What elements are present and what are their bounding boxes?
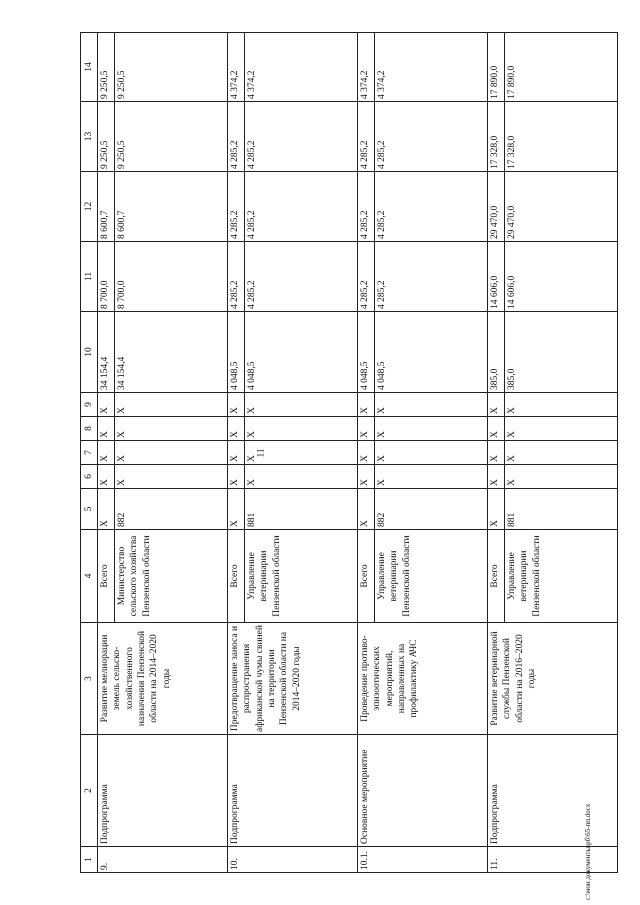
agency-label: Министерство сельского хозяйства Пензенской области bbox=[115, 530, 228, 623]
cell-c11: 4 285,2 bbox=[228, 242, 245, 312]
cell-c5: 882 bbox=[115, 489, 228, 530]
cell-c10: 34 154,4 bbox=[115, 312, 228, 393]
cell-c12: 29 470,0 bbox=[488, 172, 505, 242]
cell-c14: 17 890,0 bbox=[505, 33, 618, 102]
agency-label: Управление ветеринарии Пензенской области bbox=[375, 530, 488, 623]
row-number: 9. bbox=[98, 847, 228, 873]
column-header: 11 bbox=[81, 242, 98, 312]
cell-c7: X bbox=[115, 441, 228, 465]
cell-c7: X bbox=[228, 441, 245, 465]
cell-c14: 4 374,2 bbox=[375, 33, 488, 102]
cell-c12: 4 285,2 bbox=[245, 172, 358, 242]
column-header: 14 bbox=[81, 33, 98, 102]
column-header: 8 bbox=[81, 417, 98, 441]
cell-c8: X bbox=[375, 417, 488, 441]
column-header: 7 bbox=[81, 441, 98, 465]
header-row bbox=[81, 33, 98, 873]
cell-c11: 4 285,2 bbox=[375, 242, 488, 312]
cell-c7: X bbox=[505, 441, 618, 465]
cell-c9: X bbox=[245, 393, 358, 417]
column-header: 9 bbox=[81, 393, 98, 417]
cell-c8: X bbox=[488, 417, 505, 441]
column-header: 5 bbox=[81, 489, 98, 530]
cell-c7: X bbox=[375, 441, 488, 465]
table-row-total bbox=[358, 33, 375, 873]
cell-c9: X bbox=[98, 393, 115, 417]
column-header: 1 bbox=[81, 847, 98, 873]
total-label: Всего bbox=[488, 530, 505, 623]
cell-c10: 385,0 bbox=[505, 312, 618, 393]
cell-c14: 4 374,2 bbox=[245, 33, 358, 102]
cell-c14: 4 374,2 bbox=[358, 33, 375, 102]
cell-c10: 4 048,5 bbox=[245, 312, 358, 393]
cell-c14: 9 250,5 bbox=[98, 33, 115, 102]
cell-c13: 17 328,0 bbox=[488, 102, 505, 172]
cell-c10: 385,0 bbox=[488, 312, 505, 393]
row-name: Развитие мелиорации земель сельско-хозяйственного назначения Пензенской области на 2014–2020 годы bbox=[98, 623, 228, 735]
program-table bbox=[80, 32, 618, 873]
table-row-total bbox=[228, 33, 245, 873]
row-number: 11. bbox=[488, 847, 618, 873]
cell-c11: 4 285,2 bbox=[245, 242, 358, 312]
cell-c6: X bbox=[115, 465, 228, 489]
column-header: 12 bbox=[81, 172, 98, 242]
column-header: 13 bbox=[81, 102, 98, 172]
cell-c6: X bbox=[245, 465, 358, 489]
cell-c11: 14 606,0 bbox=[505, 242, 618, 312]
cell-c5: 882 bbox=[375, 489, 488, 530]
cell-c7: X bbox=[488, 441, 505, 465]
cell-c12: 4 285,2 bbox=[228, 172, 245, 242]
cell-c5: X bbox=[488, 489, 505, 530]
row-number: 10.1. bbox=[358, 847, 488, 873]
column-header: 3 bbox=[81, 623, 98, 735]
cell-c14: 4 374,2 bbox=[228, 33, 245, 102]
cell-c13: 17 328,0 bbox=[505, 102, 618, 172]
cell-c13: 4 285,2 bbox=[228, 102, 245, 172]
cell-c12: 29 470,0 bbox=[505, 172, 618, 242]
cell-c13: 4 285,2 bbox=[375, 102, 488, 172]
row-number: 10. bbox=[228, 847, 358, 873]
cell-c13: 9 250,5 bbox=[98, 102, 115, 172]
row-type: Основное мероприятие bbox=[358, 735, 488, 847]
footer-file-path: c:\мои документы\рб\65-пп.docx bbox=[584, 803, 592, 900]
cell-c7: X bbox=[98, 441, 115, 465]
cell-c7: X bbox=[245, 441, 358, 465]
cell-c8: X bbox=[98, 417, 115, 441]
cell-c5: X bbox=[98, 489, 115, 530]
cell-c9: X bbox=[228, 393, 245, 417]
cell-c5: X bbox=[228, 489, 245, 530]
cell-c8: X bbox=[115, 417, 228, 441]
cell-c12: 4 285,2 bbox=[375, 172, 488, 242]
total-label: Всего bbox=[358, 530, 375, 623]
cell-c13: 9 250,5 bbox=[115, 102, 228, 172]
cell-c10: 4 048,5 bbox=[228, 312, 245, 393]
row-name: Проведение противо-эпизоотических мероприятий, направленных на профилактику АЧС bbox=[358, 623, 488, 735]
rotated-table-wrapper bbox=[80, 33, 580, 873]
cell-c12: 4 285,2 bbox=[358, 172, 375, 242]
cell-c10: 4 048,5 bbox=[358, 312, 375, 393]
cell-c6: X bbox=[98, 465, 115, 489]
cell-c14: 9 250,5 bbox=[115, 33, 228, 102]
row-name: Развитие ветеринарной службы Пензенской области на 2016–2020 годы bbox=[488, 623, 618, 735]
total-label: Всего bbox=[228, 530, 245, 623]
cell-c8: X bbox=[358, 417, 375, 441]
cell-c6: X bbox=[488, 465, 505, 489]
cell-c5: X bbox=[358, 489, 375, 530]
table-row-total bbox=[98, 33, 115, 873]
cell-c9: X bbox=[488, 393, 505, 417]
cell-c9: X bbox=[115, 393, 228, 417]
cell-c9: X bbox=[505, 393, 618, 417]
cell-c13: 4 285,2 bbox=[358, 102, 375, 172]
total-label: Всего bbox=[98, 530, 115, 623]
cell-c8: X bbox=[245, 417, 358, 441]
column-header: 6 bbox=[81, 465, 98, 489]
cell-c9: X bbox=[358, 393, 375, 417]
table-row-total bbox=[488, 33, 505, 873]
cell-c14: 17 890,0 bbox=[488, 33, 505, 102]
row-type: Подпрограмма bbox=[228, 735, 358, 847]
cell-c6: X bbox=[505, 465, 618, 489]
cell-c11: 4 285,2 bbox=[358, 242, 375, 312]
agency-label: Управление ветеринарии Пензенской области bbox=[505, 530, 618, 623]
cell-c6: X bbox=[358, 465, 375, 489]
row-name: Предотвращение заноса и распространения африканской чумы свиней на территории Пензенской области на 2014–2020 годы bbox=[228, 623, 358, 735]
cell-c5: 881 bbox=[245, 489, 358, 530]
page-number: 11 bbox=[255, 448, 266, 458]
cell-c5: 881 bbox=[505, 489, 618, 530]
cell-c6: X bbox=[228, 465, 245, 489]
row-type: Подпрограмма bbox=[488, 735, 618, 847]
cell-c11: 8 700,0 bbox=[98, 242, 115, 312]
row-type: Подпрограмма bbox=[98, 735, 228, 847]
cell-c8: X bbox=[505, 417, 618, 441]
cell-c10: 4 048,5 bbox=[375, 312, 488, 393]
column-header: 4 bbox=[81, 530, 98, 623]
cell-c11: 14 606,0 bbox=[488, 242, 505, 312]
cell-c13: 4 285,2 bbox=[245, 102, 358, 172]
cell-c12: 8 600,7 bbox=[115, 172, 228, 242]
table-body bbox=[98, 33, 618, 873]
cell-c12: 8 600,7 bbox=[98, 172, 115, 242]
cell-c6: X bbox=[375, 465, 488, 489]
agency-label: Управление ветеринарии Пензенской области bbox=[245, 530, 358, 623]
cell-c10: 34 154,4 bbox=[98, 312, 115, 393]
cell-c9: X bbox=[375, 393, 488, 417]
cell-c7: X bbox=[358, 441, 375, 465]
column-header: 10 bbox=[81, 312, 98, 393]
cell-c8: X bbox=[228, 417, 245, 441]
column-header: 2 bbox=[81, 735, 98, 847]
cell-c11: 8 700,0 bbox=[115, 242, 228, 312]
